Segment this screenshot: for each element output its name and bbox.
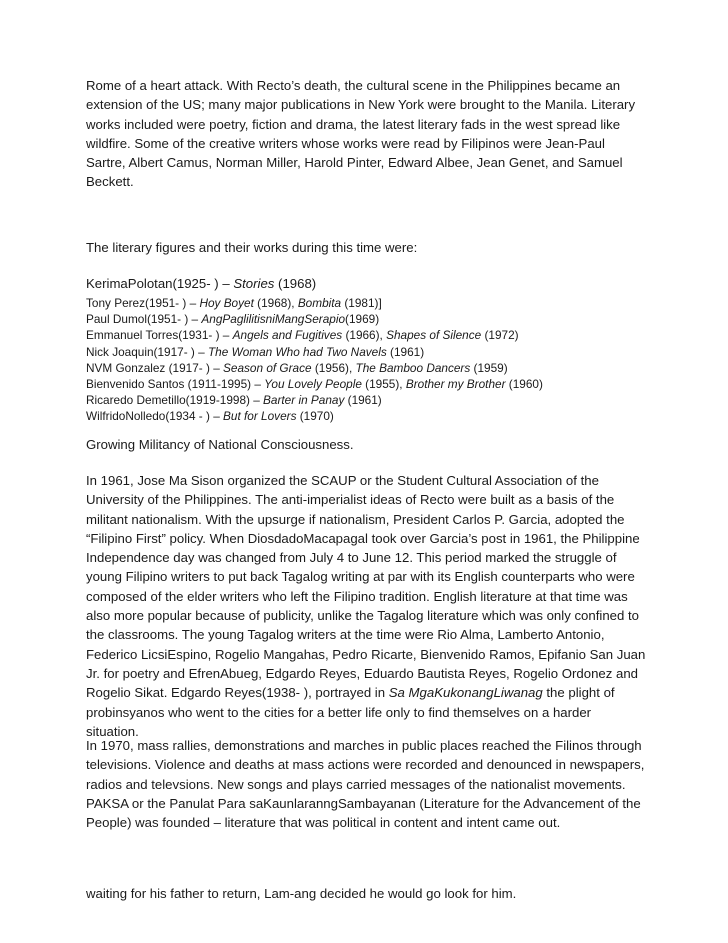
work-title: The Bamboo Dancers <box>355 360 471 375</box>
work-entry <box>86 344 646 360</box>
author: WilfridoNolledo(1934 - ) – <box>86 409 224 424</box>
work-year: (1961) <box>344 393 382 408</box>
work-title: Bombita <box>297 296 342 310</box>
author: Nick Joaquin(1917- ) – <box>86 344 208 359</box>
section-heading <box>86 435 646 454</box>
militancy-text <box>86 471 646 741</box>
author: Paul Dumol(1951- ) – <box>86 312 202 327</box>
work-entry <box>86 327 646 343</box>
footer-line-text: waiting for his father to return, Lam-ang decided he would go look for him. <box>86 886 517 901</box>
rallies-text: In 1970, mass rallies, demonstrations and marches in public places reached the Filinos through televisions. Violence and deaths at mass actions were recorded and denounced in newspapers, radios and televsions. New songs and plays carried messages of the nationalist movements. PAKSA or the Panulat Para saKaunlaranngSambayanan (Literature for the Advancement of the People) was founded – literature that was political in content and intent came out. <box>86 738 645 831</box>
author: NVM Gonzalez (1917- ) – <box>86 360 224 375</box>
work-entry <box>86 392 646 408</box>
work-title: Stories <box>233 276 275 291</box>
work-title: Season of Grace <box>223 360 312 375</box>
work-entry <box>86 274 646 293</box>
author: KerimaPolotan(1925- ) – <box>86 276 234 291</box>
work-year: (1966), <box>342 328 387 343</box>
work-entry <box>86 295 646 311</box>
section-heading-text: Growing Militancy of National Consciousness. <box>86 437 354 452</box>
works-list <box>86 274 646 425</box>
work-title: Hoy Boyet <box>199 296 254 310</box>
work-year: (1981)] <box>341 296 382 310</box>
militancy-text-part2: the plight of probinsyanos who went to the cities for a better life only to find themselves on a harder situation. <box>86 685 615 739</box>
work-year: (1960) <box>505 377 543 392</box>
work-entry <box>86 311 646 327</box>
work-year: (1961) <box>386 344 425 359</box>
figures-heading <box>86 238 646 257</box>
work-title: But for Lovers <box>223 409 297 424</box>
work-title: AngPaglilitisniMangSerapio <box>201 312 346 327</box>
rallies-paragraph <box>86 736 646 832</box>
footer-line <box>86 884 646 903</box>
work-title: You Lovely People <box>264 377 362 392</box>
work-year: (1972) <box>481 328 519 343</box>
work-year: (1956), <box>311 360 356 375</box>
work-title: Barter in Panay <box>263 393 345 408</box>
work-year: (1969) <box>345 312 380 327</box>
author: Bienvenido Santos (1911-1995) – <box>86 377 265 392</box>
book-title: Sa MgaKukonangLiwanag <box>388 685 543 701</box>
work-title: Brother my Brother <box>405 377 506 392</box>
work-title: The Woman Who had Two Navels <box>207 344 387 359</box>
work-year: (1968), <box>253 296 298 310</box>
work-title: Angels and Fugitives <box>232 328 343 343</box>
work-year: (1968) <box>274 276 317 291</box>
intro-text: Rome of a heart attack. With Recto’s death, the cultural scene in the Philippines became an extension of the US; many major publications in New York were brought to the Manila. Literary works included were poetry, fiction and drama, the latest literary fads in the west spread like wildfire. Some of the creative writers whose works were read by Filipinos were Jean-Paul Sartre, Albert Camus, Norman Miller, Harold Pinter, Edward Albee, Jean Genet, and Samuel Beckett. <box>86 78 636 190</box>
work-year: (1959) <box>470 360 508 375</box>
author: Ricaredo Demetillo(1919-1998) – <box>86 393 264 408</box>
author: Tony Perez(1951- ) – <box>86 296 200 310</box>
work-entry <box>86 376 646 392</box>
work-year: (1955), <box>361 377 406 392</box>
work-entry <box>86 408 646 424</box>
figures-heading-text: The literary figures and their works during this time were: <box>86 240 418 255</box>
work-title: Shapes of Silence <box>386 328 482 343</box>
work-year: (1970) <box>296 409 334 424</box>
author: Emmanuel Torres(1931- ) – <box>86 328 233 343</box>
militancy-paragraph <box>86 471 646 741</box>
work-entry <box>86 360 646 376</box>
militancy-text-part1: In 1961, Jose Ma Sison organized the SCAUP or the Student Cultural Association of the University of the Philippines. The anti-imperialist ideas of Recto were built as a basis of the militant nationalism. With the upsurge if nationalism, President Carlos P. Garcia, adopted the “Filipino First” policy. When DiosdadoMacapagal took over Garcia’s post in 1961, the Philippine Independence day was changed from July 4 to June 12. This period marked the struggle of young Filipino writers to put back Tagalog writing at par with its English counterparts who were composed of the elder writers who left the Filipino tradition. English literature at that time was also more popular because of publicity, unlike the Tagalog literature which was only confined to the classrooms. The young Tagalog writers at the time were Rio Alma, Lamberto Antonio, Federico LicsiEspino, Rogelio Mangahas, Pedro Ricarte, Bienvenido Ramos, Epifanio San Juan Jr. for poetry and EfrenAbueg, Edgardo Reyes, Eduardo Bautista Reyes, Rogelio Ordonez and Rogelio Sikat. Edgardo Reyes(1938- ), portrayed in <box>86 473 646 701</box>
intro-paragraph <box>86 76 646 192</box>
